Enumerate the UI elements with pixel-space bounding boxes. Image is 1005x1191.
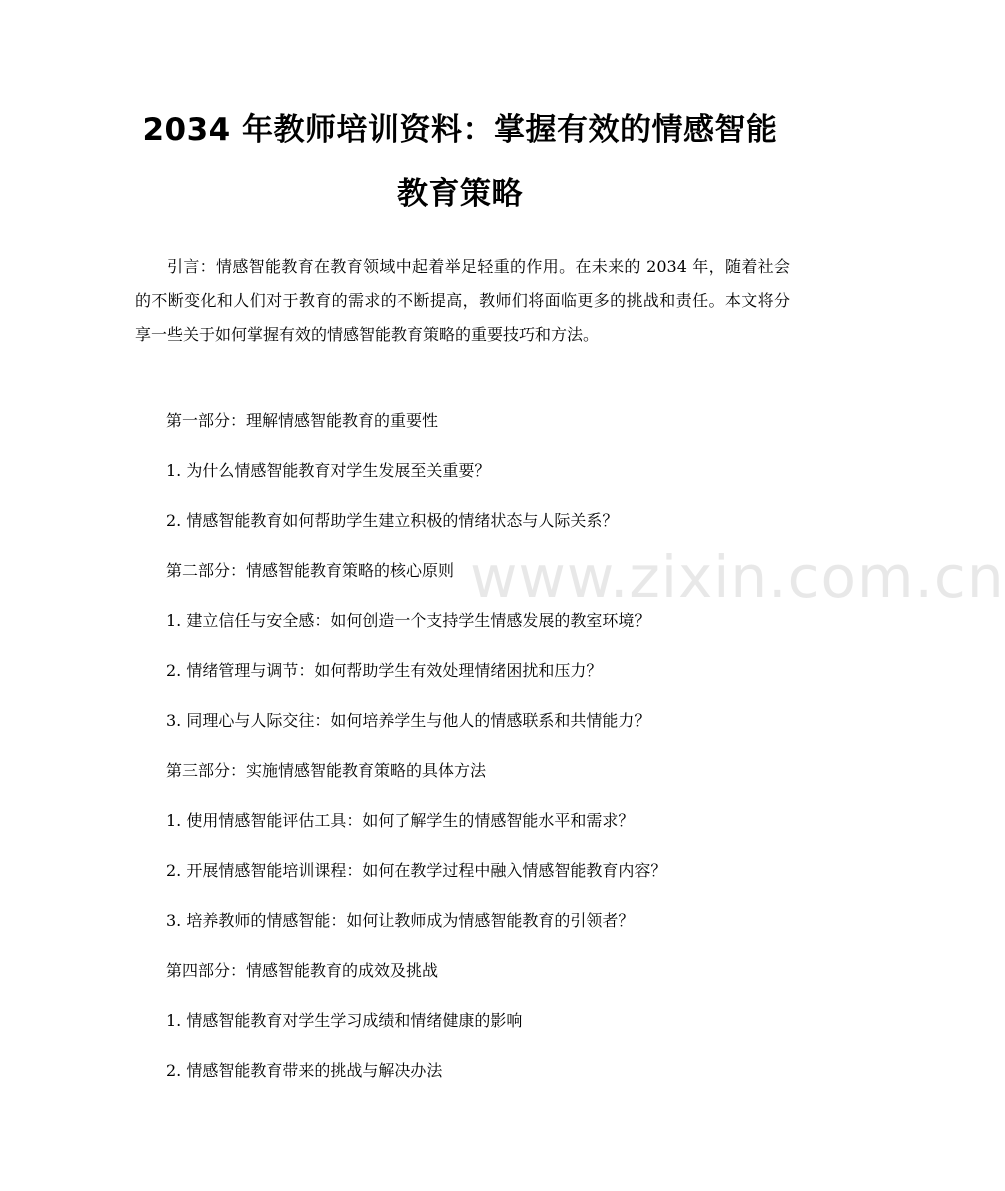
intro-paragraph: 引言：情感智能教育在教育领域中起着举足轻重的作用。在未来的 2034 年，随着社会的不断变化和人们对于教育的需求的不断提高，教师们将面临更多的挑战和责任。本文将分享一些关于如何掌握有效的情感智能教育策略的重要技巧和方法。 bbox=[135, 257, 790, 344]
list-item: 1. 情感智能教育对学生学习成绩和情绪健康的影响 bbox=[166, 1011, 523, 1030]
list-item: 2. 情感智能教育如何帮助学生建立积极的情绪状态与人际关系？ bbox=[166, 511, 619, 530]
list-item: 1. 为什么情感智能教育对学生发展至关重要？ bbox=[166, 461, 491, 480]
section-heading-1: 第一部分：理解情感智能教育的重要性 bbox=[166, 411, 439, 430]
list-item: 1. 建立信任与安全感：如何创造一个支持学生情感发展的教室环境？ bbox=[166, 611, 651, 630]
document-title-line-1: 2034 年教师培训资料：掌握有效的情感智能 bbox=[142, 112, 778, 148]
list-item: 2. 情绪管理与调节：如何帮助学生有效处理情绪困扰和压力？ bbox=[166, 661, 603, 680]
document-title-line-2: 教育策略 bbox=[397, 176, 523, 212]
list-item: 2. 情感智能教育带来的挑战与解决办法 bbox=[166, 1061, 443, 1080]
list-item: 3. 同理心与人际交往：如何培养学生与他人的情感联系和共情能力？ bbox=[166, 711, 651, 730]
section-heading-3: 第三部分：实施情感智能教育策略的具体方法 bbox=[166, 761, 487, 780]
section-heading-2: 第二部分：情感智能教育策略的核心原则 bbox=[166, 561, 455, 580]
list-item: 1. 使用情感智能评估工具：如何了解学生的情感智能水平和需求？ bbox=[166, 811, 635, 830]
list-item: 3. 培养教师的情感智能：如何让教师成为情感智能教育的引领者？ bbox=[166, 911, 635, 930]
list-item: 2. 开展情感智能培训课程：如何在教学过程中融入情感智能教育内容？ bbox=[166, 861, 667, 880]
section-heading-4: 第四部分：情感智能教育的成效及挑战 bbox=[166, 961, 439, 980]
watermark: www.zixin.com.cn bbox=[470, 543, 1005, 611]
